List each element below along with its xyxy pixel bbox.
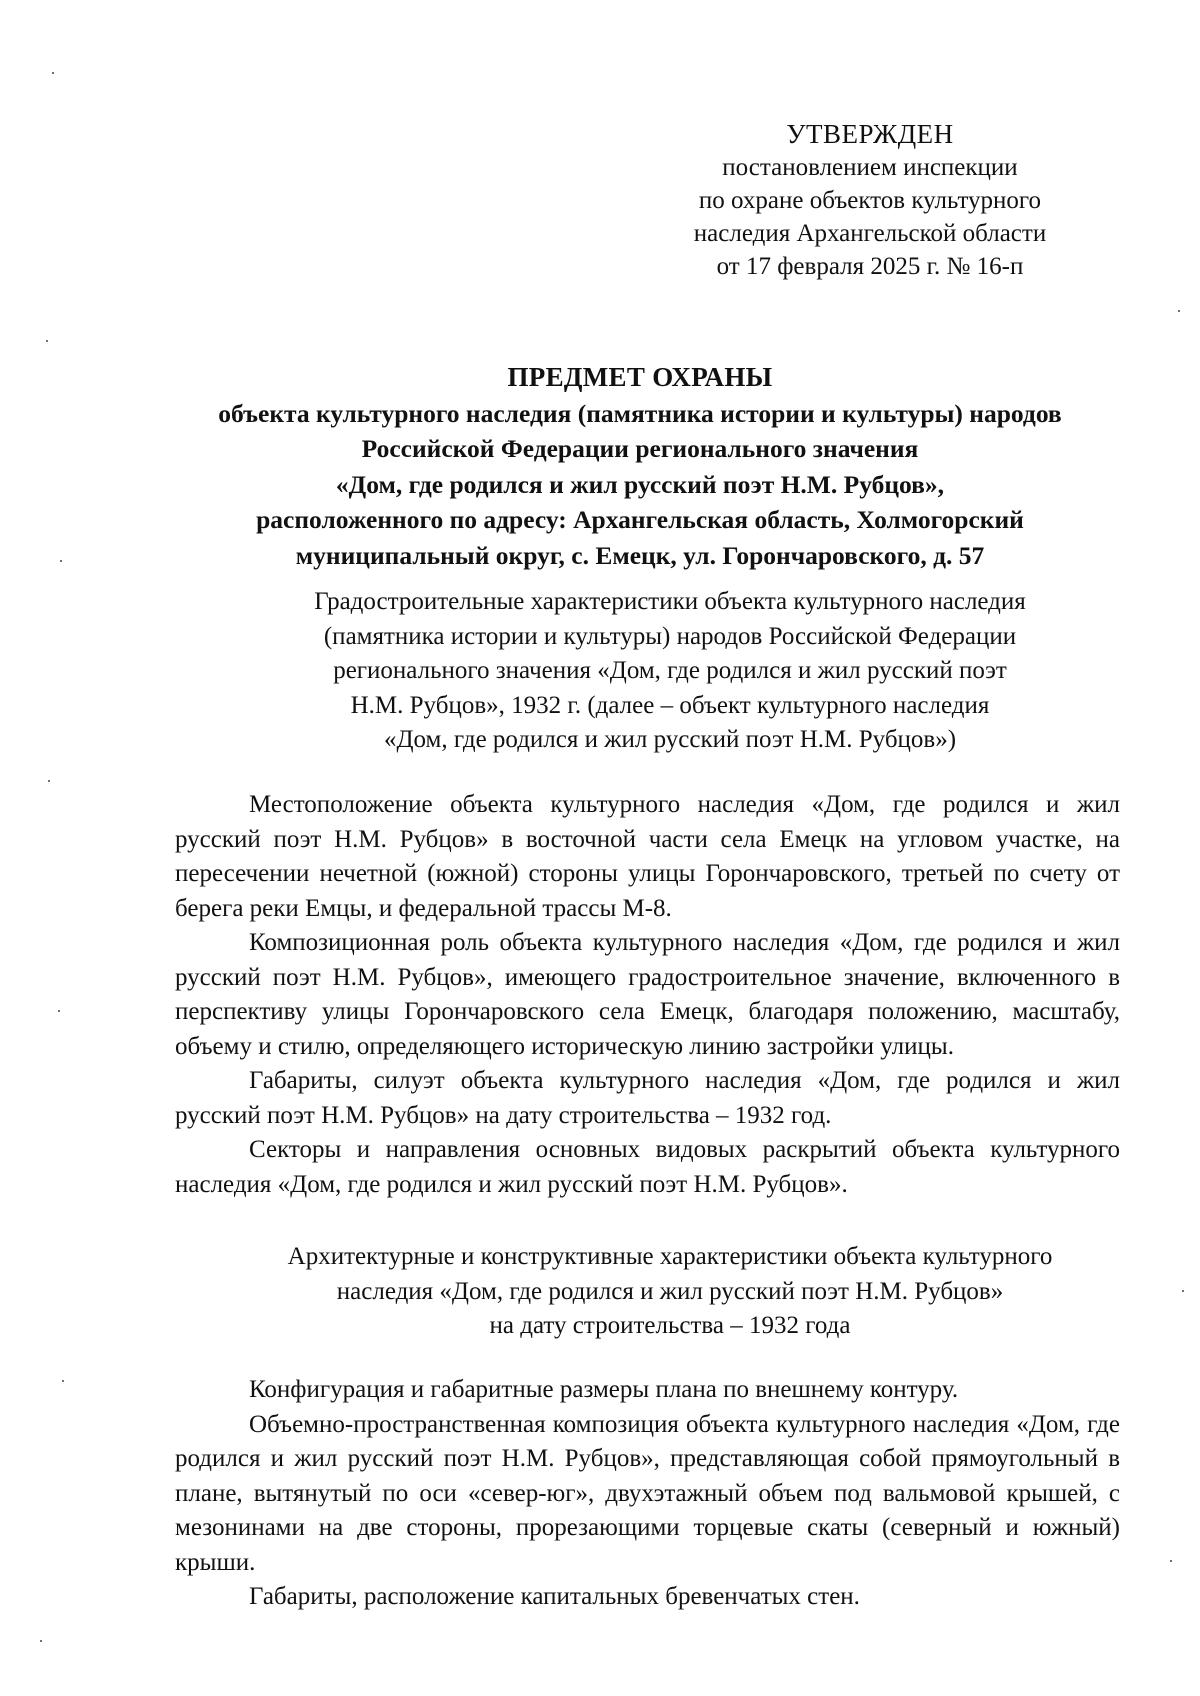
title-line: расположенного по адресу: Архангельская область, Холмогорский <box>256 505 1024 534</box>
section-heading-line: Н.М. Рубцов», 1932 г. (далее – объект культурного наследия <box>350 691 990 719</box>
scan-speck <box>1178 310 1180 312</box>
title-line: «Дом, где родился и жил русский поэт Н.М. Рубцов», <box>335 469 945 499</box>
section-heading-line: (памятника истории и культуры) народов Российской Федерации <box>323 622 1017 650</box>
section-heading-urban <box>220 585 1120 758</box>
scan-speck <box>58 1010 60 1012</box>
approval-date-line: от 17 февраля 2025 г. № 16-п <box>716 253 1024 280</box>
title-line: объекта культурного наследия (памятника истории и культуры) народов <box>218 398 1062 428</box>
approval-line: постановлением инспекции <box>722 154 1018 181</box>
section-heading-line: Архитектурные и конструктивные характеристики объекта культурного <box>287 1243 1053 1270</box>
approval-stamp-block <box>640 118 1100 283</box>
section-body-urban <box>175 788 1120 1202</box>
scan-speck <box>62 1380 64 1382</box>
scan-speck <box>48 780 50 782</box>
approved-heading: УТВЕРЖДЕН <box>786 119 954 149</box>
section-heading-architecture <box>220 1240 1120 1344</box>
body-paragraph: Композиционная роль объекта культурного наследия «Дом, где родился и жил русский поэт Н.М. Рубцов», имеющего градостроительное значение, включенного в перспективу улицы Горончаровского села Емецк, благодаря положению, масштабу, объему и стилю, определяющего историческую линию застройки улицы. <box>175 929 1120 1060</box>
section-heading-line: регионального значения «Дом, где родился и жил русский поэт <box>333 657 1007 684</box>
body-paragraph: Местоположение объекта культурного наследия «Дом, где родился и жил русский поэт Н.М. Рубцов» в восточной части села Емецк на угловом участке, на пересечении нечетной (южной) стороны улицы Горончаровского, третьей по счету от берега реки Емцы, и федеральной трассы М-8. <box>175 791 1120 922</box>
body-paragraph: Габариты, расположение капитальных бревенчатых стен. <box>249 1583 860 1610</box>
scan-speck <box>1170 1560 1172 1562</box>
document-title-block <box>120 360 1160 573</box>
scan-speck <box>60 560 62 562</box>
title-line: Российской Федерации регионального значения <box>361 434 919 463</box>
body-paragraph: Конфигурация и габаритные размеры плана по внешнему контуру. <box>249 1376 959 1403</box>
body-paragraph: Секторы и направления основных видовых раскрытий объекта культурного наследия «Дом, где родился и жил русский поэт Н.М. Рубцов». <box>175 1136 1120 1198</box>
approval-line: наследия Архангельской области <box>693 220 1047 247</box>
section-heading-line: на дату строительства – 1932 года <box>489 1312 851 1339</box>
body-paragraph: Объемно-пространственная композиция объекта культурного наследия «Дом, где родился и жил русский поэт Н.М. Рубцов», представляющая собой прямоугольный в плане, вытянутый по оси «север-юг», двухэтажный объем под вальмовой крышей, с мезонинами на две стороны, прорезающими торцевые скаты (северный и южный) крыши. <box>175 1410 1120 1576</box>
approval-line: по охране объектов культурного <box>698 187 1042 214</box>
section-heading-line: наследия «Дом, где родился и жил русский поэт Н.М. Рубцов» <box>336 1277 1004 1305</box>
scan-speck <box>46 340 48 342</box>
scan-speck <box>1182 1290 1184 1292</box>
title-line: муниципальный округ, с. Емецк, ул. Горончаровского, д. 57 <box>295 540 985 570</box>
section-heading-line: Градостроительные характеристики объекта культурного наследия <box>314 588 1026 615</box>
scan-speck <box>52 72 54 74</box>
scan-speck <box>40 1640 42 1642</box>
body-paragraph: Габариты, силуэт объекта культурного наследия «Дом, где родился и жил русский поэт Н.М. Рубцов» на дату строительства – 1932 год. <box>175 1067 1120 1129</box>
section-body-architecture <box>175 1373 1120 1615</box>
section-heading-line: «Дом, где родился и жил русский поэт Н.М. Рубцов») <box>383 726 957 753</box>
document-title: ПРЕДМЕТ ОХРАНЫ <box>507 362 773 392</box>
